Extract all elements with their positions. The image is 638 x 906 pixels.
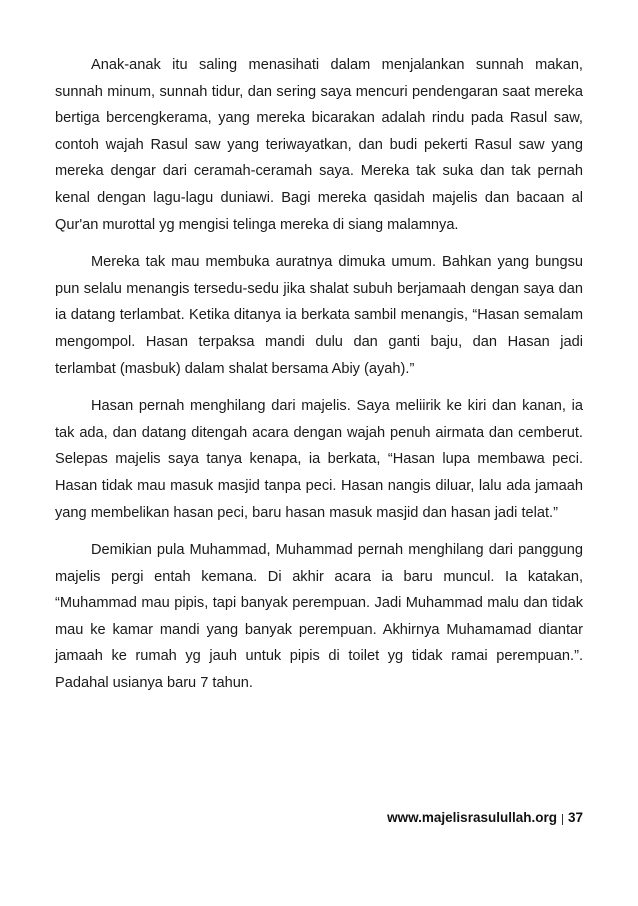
page-footer — [387, 810, 583, 825]
paragraph-3: Hasan pernah menghilang dari majelis. Saya meliirik ke kiri dan kanan, ia tak ada, dan datang ditengah acara dengan wajah penuh airmata dan cemberut. Selepas majelis saya tanya kenapa, ia berkata, “Hasan lupa membawa peci. Hasan tidak mau masuk masjid tanpa peci. Hasan nangis diluar, lalu ada jamaah yang membelikan hasan peci, baru hasan masuk masjid dan hasan jadi telat.” — [55, 398, 583, 521]
paragraph-2: Mereka tak mau membuka auratnya dimuka umum. Bahkan yang bungsu pun selalu menangis tersedu-sedu jika shalat subuh berjamaah dengan saya dan ia datang terlambat. Ketika ditanya ia berkata sambil menangis, “Hasan semalam mengompol. Hasan terpaksa mandi dulu dan ganti baju, dan Hasan jadi terlambat (masbuk) dalam shalat bersama Abiy (ayah).” — [55, 254, 583, 377]
footer-website: www.majelisrasulullah.org — [387, 810, 557, 825]
paragraph-1: Anak-anak itu saling menasihati dalam menjalankan sunnah makan, sunnah minum, sunnah tidur, dan sering saya mencuri pendengaran saat mereka bertiga bercengkerama, yang mereka bicarakan adalah rindu pada Rasul saw, contoh wajah Rasul saw yang teriwayatkan, dan budi pekerti Rasul saw yang mereka dengar dari ceramah-ceramah saya. Mereka tak suka dan tak pernah kenal dengan lagu-lagu duniawi. Bagi mereka qasidah majelis dan bacaan al Qur'an murottal yg mengisi telinga mereka di siang malamnya. — [55, 57, 583, 233]
page-number: 37 — [567, 810, 583, 825]
footer-separator — [562, 814, 563, 825]
paragraph-4: Demikian pula Muhammad, Muhammad pernah menghilang dari panggung majelis pergi entah kemana. Di akhir acara ia baru muncul. Ia katakan, “Muhammad mau pipis, tapi banyak perempuan. Jadi Muhammad malu dan tidak mau ke kamar mandi yang banyak perempuan. Akhirnya Muhamamad diantar jamaah ke rumah yg jauh untuk pipis di toilet yg tidak ramai perempuan.”. Padahal usianya baru 7 tahun. — [55, 542, 583, 692]
page-body — [55, 52, 583, 708]
